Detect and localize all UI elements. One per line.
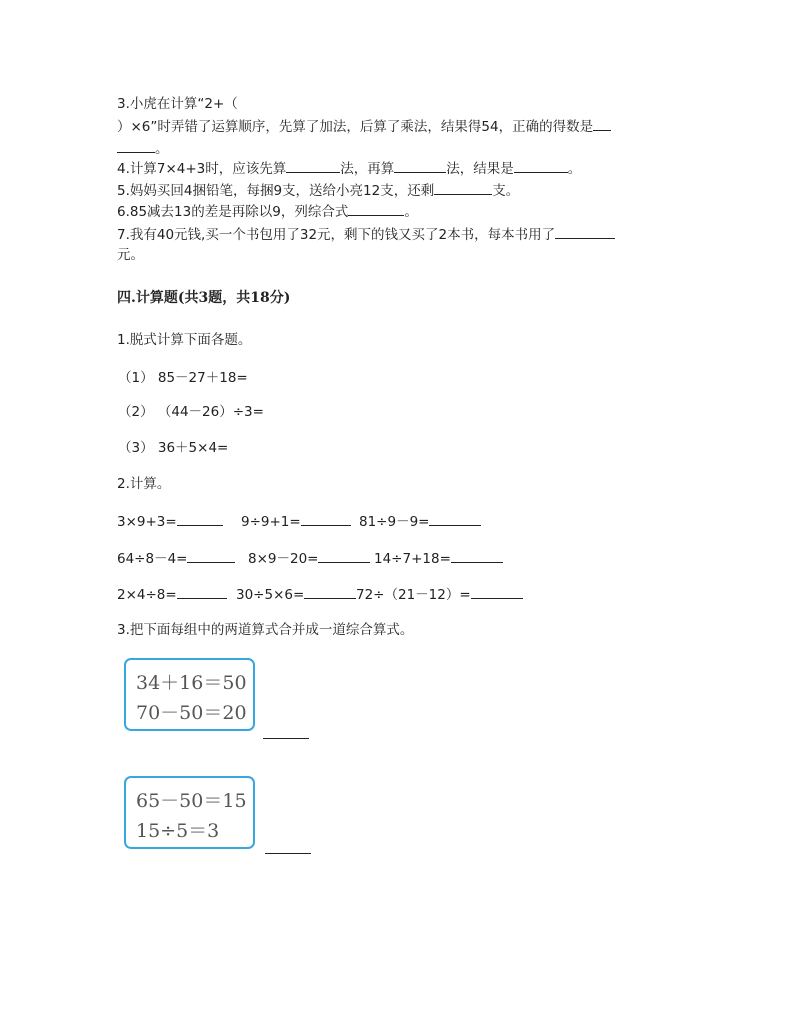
c1-item-2: （2） （44－26）÷3= xyxy=(118,404,264,420)
q6-line xyxy=(117,201,418,222)
equation-1a: 34＋16＝50 xyxy=(136,672,247,694)
q3-line-1 xyxy=(117,94,238,114)
c2-expr: 14÷7+18= xyxy=(374,551,451,567)
q4-line xyxy=(117,158,581,179)
c2-blank[interactable] xyxy=(301,511,351,526)
q4-text-1: 4.计算7×4+3时，应该先算 xyxy=(117,161,287,177)
c1-title: 1.脱式计算下面各题。 xyxy=(117,332,252,348)
c2-blank[interactable] xyxy=(187,548,235,563)
c2-expr: 2×4÷8= xyxy=(117,587,177,603)
q5-text-1: 5.妈妈买回4捆铅笔，每捆9支，送给小亮12支，还剩 xyxy=(117,183,435,199)
c3-title: 3.把下面每组中的两道算式合并成一道综合算式。 xyxy=(117,622,414,638)
q3-blank-b[interactable] xyxy=(117,138,155,153)
c2-expr: 64÷8－4= xyxy=(117,551,188,567)
c1-item-3: （3） 36＋5×4= xyxy=(118,440,229,456)
answer-line-2[interactable] xyxy=(265,853,311,854)
q5-text-2: 支。 xyxy=(492,183,520,199)
q7-line-1 xyxy=(117,224,615,245)
q3-line-3 xyxy=(117,138,169,159)
c2-title: 2.计算。 xyxy=(117,476,171,492)
c2-expr: 8×9－20= xyxy=(248,551,319,567)
equation-2a: 65－50＝15 xyxy=(136,790,247,812)
c2-expr: 30÷5×6= xyxy=(236,587,305,603)
c2-blank[interactable] xyxy=(177,511,223,526)
c2-expr: 3×9+3= xyxy=(117,514,177,530)
q3-text-3: 。 xyxy=(155,141,169,157)
q4-blank-1[interactable] xyxy=(286,158,340,173)
q6-text-1: 6.85减去13的差是再除以9，列综合式 xyxy=(117,204,349,220)
section-title: 四.计算题(共3题，共18分) xyxy=(117,290,291,306)
equation-1b: 70－50＝20 xyxy=(136,702,247,724)
c2-blank[interactable] xyxy=(304,584,356,599)
q3-text-1: 3.小虎在计算“2+（ xyxy=(117,96,238,112)
c2-expr: 9÷9+1= xyxy=(241,514,301,530)
q7-text-1: 7.我有40元钱,买一个书包用了32元，剩下的钱又买了2本书，每本书用了 xyxy=(117,227,556,243)
q6-text-2: 。 xyxy=(404,204,418,220)
q7-text-2: 元。 xyxy=(117,247,144,263)
c2-blank[interactable] xyxy=(451,548,503,563)
q4-text-3: 法，结果是 xyxy=(446,161,514,177)
c2-blank[interactable] xyxy=(177,584,227,599)
q5-line xyxy=(117,180,519,201)
q4-text-4: 。 xyxy=(567,161,582,177)
c1-item-1: （1） 85－27＋18= xyxy=(118,370,248,386)
c2-blank[interactable] xyxy=(471,584,523,599)
q7-line-2 xyxy=(117,245,144,265)
c2-expr: 72÷（21－12）= xyxy=(356,587,471,603)
equation-2b: 15÷5＝3 xyxy=(136,820,220,842)
c2-blank[interactable] xyxy=(318,548,370,563)
q3-blank-a[interactable] xyxy=(593,116,611,131)
equation-box-2 xyxy=(124,776,255,849)
answer-line-1[interactable] xyxy=(263,738,309,739)
c2-expr: 81÷9－9= xyxy=(359,514,430,530)
q5-blank[interactable] xyxy=(434,180,492,195)
q4-blank-3[interactable] xyxy=(514,158,568,173)
c2-blank[interactable] xyxy=(429,511,481,526)
q3-line-2 xyxy=(117,116,611,137)
q4-text-2: 法，再算 xyxy=(340,161,395,177)
q6-blank[interactable] xyxy=(348,201,404,216)
q7-blank[interactable] xyxy=(555,224,615,239)
equation-box-1 xyxy=(124,658,255,731)
q4-blank-2[interactable] xyxy=(394,158,446,173)
q3-text-2: ）×6”时弄错了运算顺序，先算了加法，后算了乘法，结果得54，正确的得数是 xyxy=(117,119,594,135)
